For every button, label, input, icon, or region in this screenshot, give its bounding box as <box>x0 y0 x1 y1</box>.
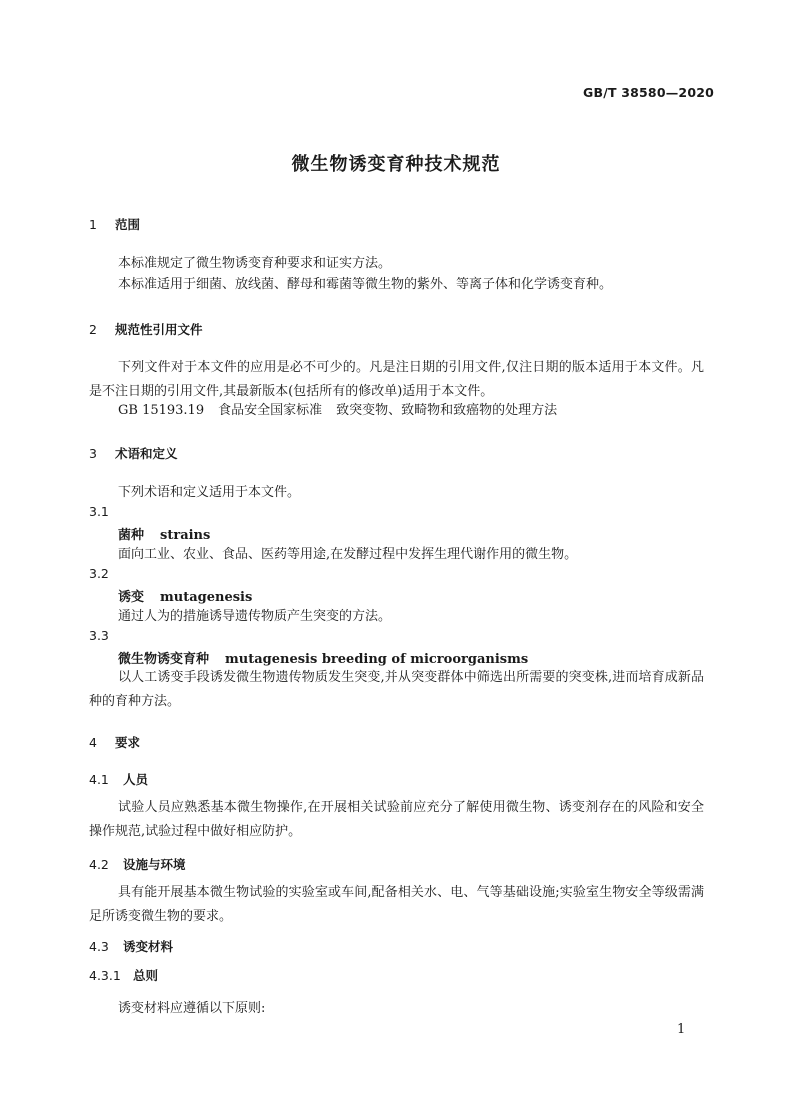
paragraph: 试验人员应熟悉基本微生物操作,在开展相关试验前应充分了解使用微生物、诱变剂存在的风险和安全操作规范,试验过程中做好相应防护。 <box>89 800 704 839</box>
section-title: 范围 <box>115 217 141 232</box>
standard-number: GB/T 38580—2020 <box>583 85 715 100</box>
term-zh: 菌种 <box>118 528 145 543</box>
subsection-number: 4.3 <box>89 939 109 954</box>
reference-title-part: 致突变物、致畸物和致癌物的处理方法 <box>336 403 558 418</box>
section-4-heading <box>89 733 140 751</box>
document-title: 微生物诱变育种技术规范 <box>291 154 501 175</box>
term-zh: 微生物诱变育种 <box>118 652 210 667</box>
subsection-4-2-heading <box>89 855 186 873</box>
term-en: mutagenesis breeding of microorganisms <box>225 652 529 667</box>
term-zh: 诱变 <box>118 590 145 605</box>
subsection-number: 4.1 <box>89 772 109 787</box>
paragraph: 具有能开展基本微生物试验的实验室或车间,配备相关水、电、气等基础设施;实验室生物安全等级需满足所诱变微生物的要求。 <box>89 885 704 924</box>
term-number: 3.3 <box>89 628 109 643</box>
term-definition: 通过人为的措施诱导遗传物质产生突变的方法。 <box>118 609 392 624</box>
subsection-title: 总则 <box>133 968 159 983</box>
section-title: 规范性引用文件 <box>115 322 203 337</box>
paragraph: 下列术语和定义适用于本文件。 <box>118 485 301 500</box>
paragraph: 本标准规定了微生物诱变育种要求和证实方法。 <box>118 256 392 271</box>
paragraph: 诱变材料应遵循以下原则: <box>118 1001 266 1016</box>
section-title: 术语和定义 <box>115 446 178 461</box>
reference-title-part: 食品安全国家标准 <box>218 403 323 418</box>
section-1-heading <box>89 215 140 233</box>
paragraph: 下列文件对于本文件的应用是必不可少的。凡是注日期的引用文件,仅注日期的版本适用于本文件。凡是不注日期的引用文件,其最新版本(包括所有的修改单)适用于本文件。 <box>89 360 704 399</box>
term-heading <box>118 586 252 605</box>
term-definition: 以人工诱变手段诱发微生物遗传物质发生突变,并从突变群体中筛选出所需要的突变株,进而培育成新品种的育种方法。 <box>89 670 704 709</box>
section-number: 1 <box>89 217 97 232</box>
subsection-4-3-heading <box>89 937 173 955</box>
section-number: 2 <box>89 322 97 337</box>
term-en: mutagenesis <box>160 590 253 605</box>
subsection-4-3-1-heading <box>89 966 158 984</box>
section-title: 要求 <box>115 735 141 750</box>
subsection-title: 人员 <box>123 772 149 787</box>
subsection-4-1-heading <box>89 770 148 788</box>
term-number: 3.2 <box>89 566 109 581</box>
subsection-title: 诱变材料 <box>123 939 174 954</box>
paragraph: 本标准适用于细菌、放线菌、酵母和霉菌等微生物的紫外、等离子体和化学诱变育种。 <box>118 277 613 292</box>
subsection-title: 设施与环境 <box>123 857 186 872</box>
section-number: 3 <box>89 446 97 461</box>
term-heading <box>118 648 528 667</box>
term-heading <box>118 524 210 543</box>
term-number: 3.1 <box>89 504 109 519</box>
reference-code: GB 15193.19 <box>118 403 205 418</box>
section-2-heading <box>89 320 203 338</box>
term-en: strains <box>160 528 211 543</box>
term-definition: 面向工业、农业、食品、医药等用途,在发酵过程中发挥生理代谢作用的微生物。 <box>118 547 578 562</box>
section-3-heading <box>89 444 178 462</box>
subsection-number: 4.2 <box>89 857 109 872</box>
section-number: 4 <box>89 735 97 750</box>
subsection-number: 4.3.1 <box>89 968 121 983</box>
normative-reference <box>118 400 557 422</box>
page-number: 1 <box>677 1022 686 1037</box>
